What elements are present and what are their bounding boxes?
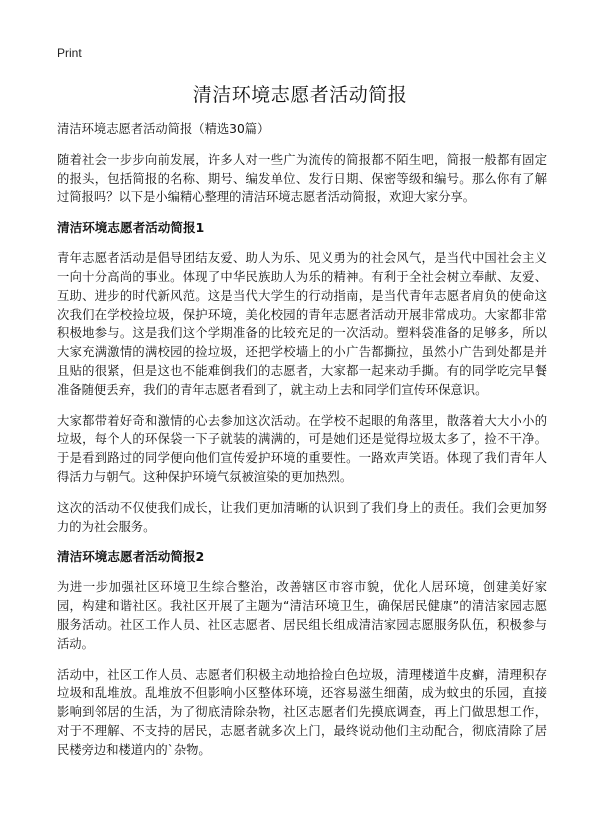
section-paragraph: 为进一步加强社区环境卫生综合整治，改善辖区市容市貌，优化人居环境，创建美好家园，构建和谐社区。我社区开展了主题为“清洁环境卫生，确保居民健康”的清洁家园志愿服务活动。社区工作人员、社区志愿者、居民组长组成清洁家园志愿服务队伍，积极参与活动。 <box>57 580 547 651</box>
section-paragraph: 青年志愿者活动是倡导团结友爱、助人为乐、见义勇为的社会风气，是当代中国社会主义一向十分高尚的事业。体现了中华民族助人为乐的精神。有利于全社会树立奉献、友爱、互助、进步的时代新风范。这是当代大学生的行动指南，是当代青年志愿者肩负的使命这次我们在学校捡垃圾，保护环境，美化校园的青年志愿者活动开展非常成功。大家都非常积极地参与。这是我们这个学期准备的比较充足的一次活动。塑料袋准备的足够多，所以大家充满激情的满校园的捡垃圾，还把学校墙上的小广告都撕拉，虽然小广告到处都是并且贴的很紧，但是这也不能难倒我们的志愿者，大家都一起来动手撕。有的同学吃完早餐准备随便丢弃，我们的青年志愿者看到了，就主动上去和同学们宣传环保意识。 <box>57 251 547 397</box>
section-heading: 清洁环境志愿者活动简报1 <box>57 220 205 236</box>
section-paragraph: 这次的活动不仅使我们成长，让我们更加清晰的认识到了我们身上的责任。我们会更加努力的为社会服务。 <box>57 500 547 534</box>
print-link[interactable]: Print <box>57 46 82 60</box>
section-paragraph: 活动中，社区工作人员、志愿者们积极主动地拾捡白色垃圾，清理楼道牛皮癣，清理积存垃圾和乱堆放。乱堆放不但影响小区整体环境，还容易滋生细菌，成为蚊虫的乐园，直接影响到邻居的生活，为了彻底清除杂物，社区志愿者们先摸底调查，再上门做思想工作，对于不理解、不支持的居民，志愿者就多次上门，最终说动他们主动配合，彻底清除了居民楼旁边和楼道内的`杂物。 <box>57 667 547 757</box>
article-subtitle: 清洁环境志愿者活动简报（精选30篇） <box>57 122 270 136</box>
page-title: 清洁环境志愿者活动简报 <box>192 84 408 106</box>
section-paragraph: 大家都带着好奇和激情的心去参加这次活动。在学校不起眼的角落里，散落着大大小小的垃圾，每个人的环保袋一下子就装的满满的，可是她们还是觉得垃圾太多了，捡不干净。于是看到路过的同学便向他们宣传爱护环境的重要性。一路欢声笑语。体现了我们青年人得活力与朝气。这种保护环境气氛被渲染的更加热烈。 <box>57 413 547 484</box>
section-heading: 清洁环境志愿者活动简报2 <box>57 549 205 565</box>
article-body <box>57 120 547 772</box>
intro-paragraph: 随着社会一步步向前发展，许多人对一些广为流传的简报都不陌生吧，简报一般都有固定的报头，包括简报的名称、期号、编发单位、发行日期、保密等级和编号。那么你有了解过简报吗？以下是小编精心整理的清洁环境志愿者活动简报，欢迎大家分享。 <box>57 152 547 205</box>
